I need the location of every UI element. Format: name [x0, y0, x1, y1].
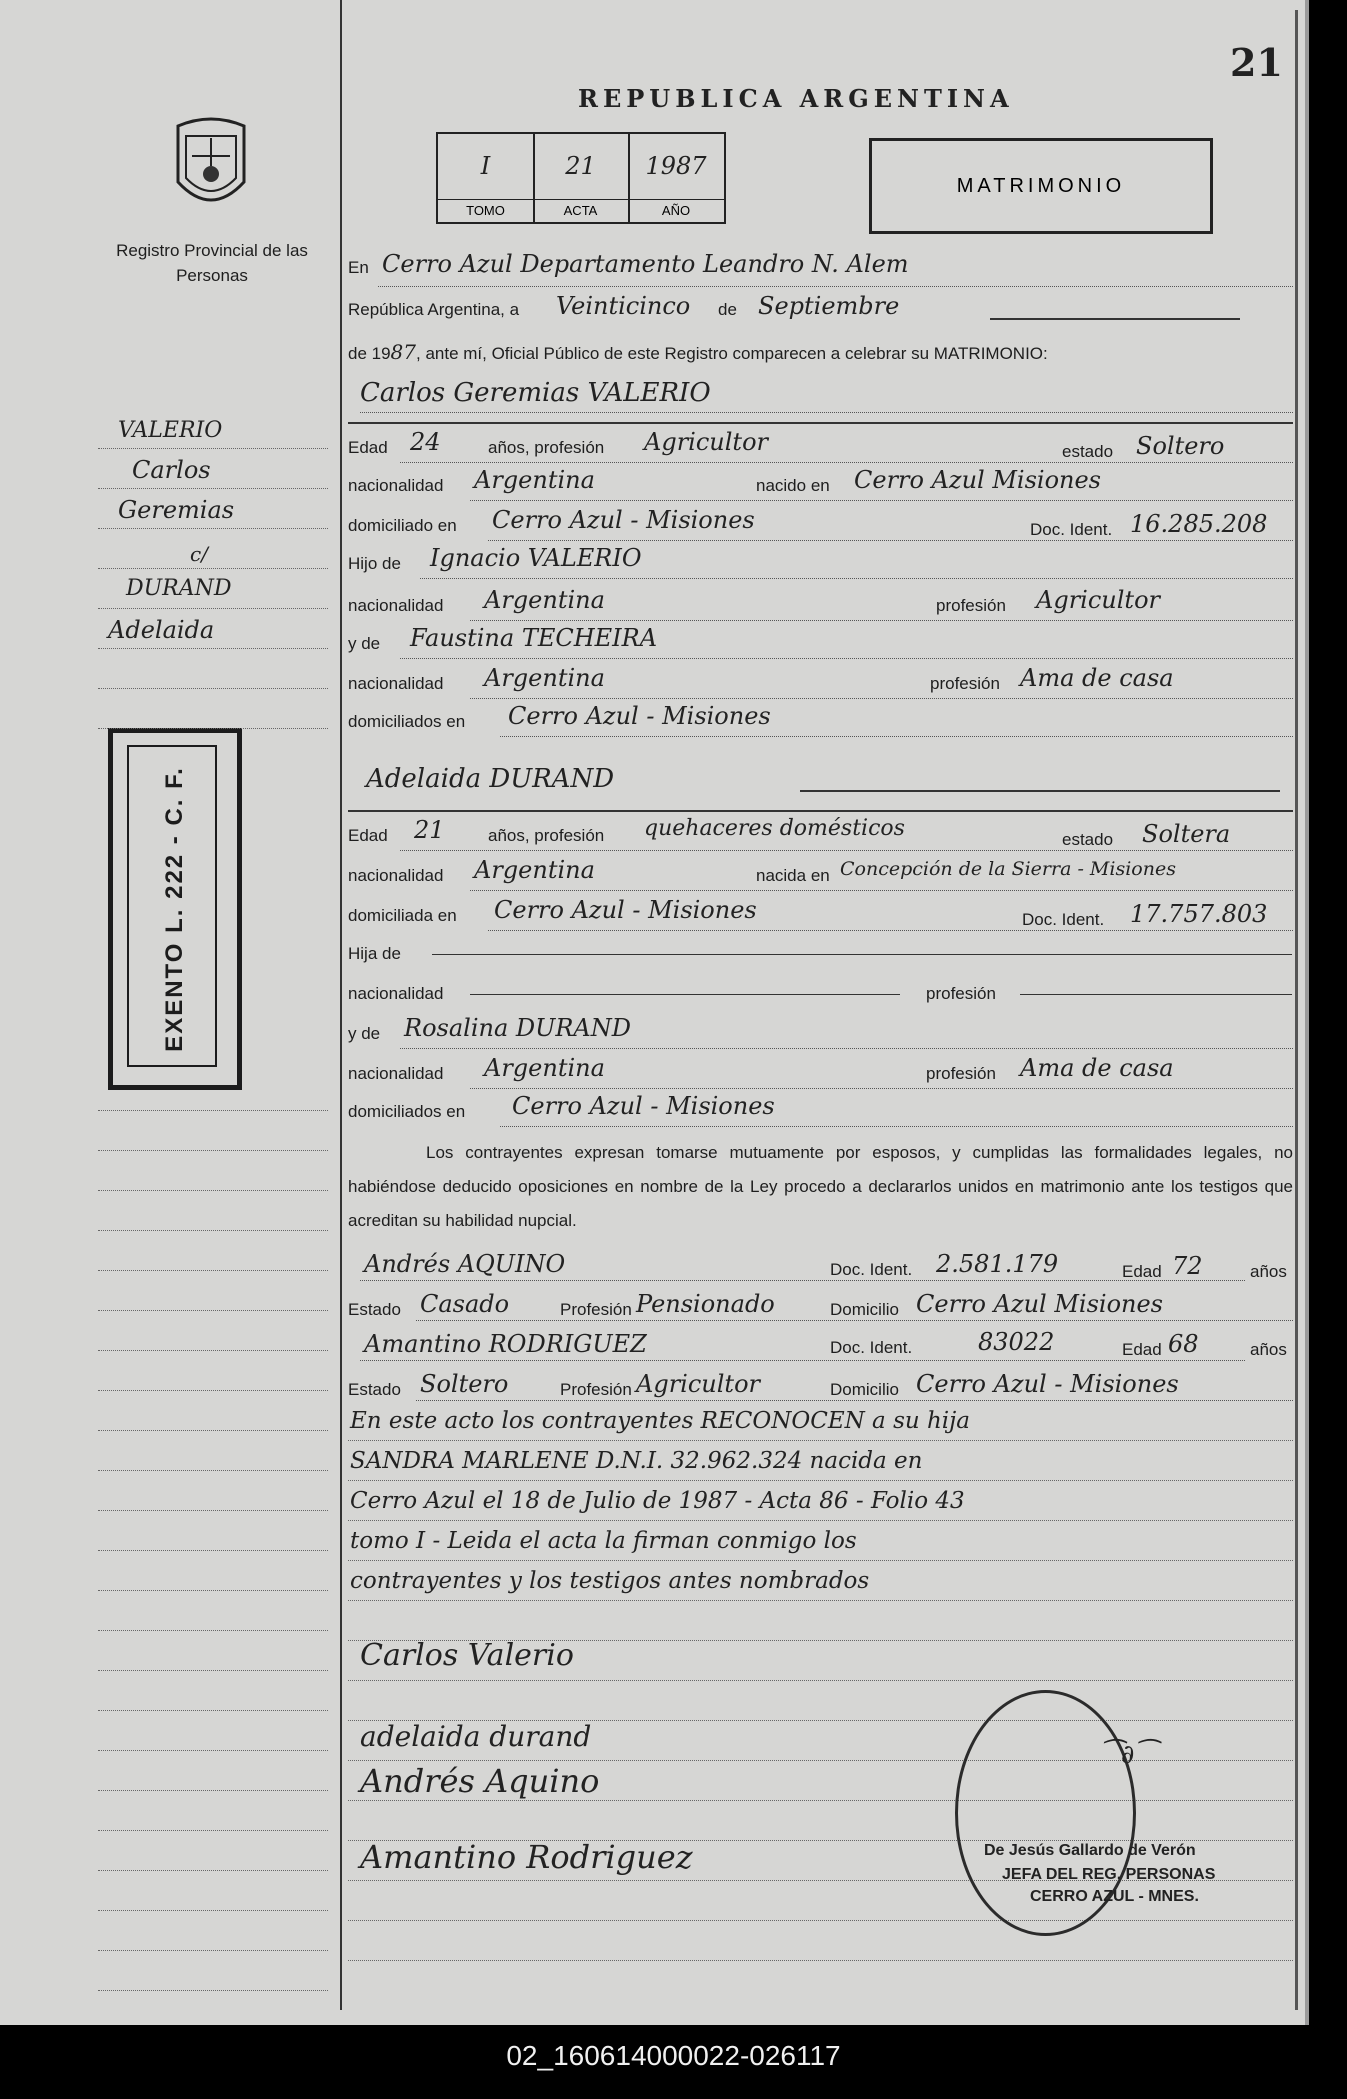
ceremony-year-line: [348, 340, 1048, 364]
mother-nationality: Argentina: [484, 664, 605, 692]
margin-rule: [340, 0, 342, 2010]
note-line-2: SANDRA MARLENE D.N.I. 32.962.324 nacida en: [350, 1448, 923, 1474]
official-place: CERRO AZUL - MNES.: [1030, 1888, 1199, 1905]
bride-parents-dom-label: domiciliados en: [348, 1102, 466, 1121]
groom-status-label: estado: [1062, 442, 1114, 461]
page-edge-rule: [1295, 10, 1298, 2010]
registry-name: Registro Provincial de las Personas: [116, 241, 308, 285]
father-profession: Agricultor: [1036, 586, 1160, 614]
father-nationality: Argentina: [484, 586, 605, 614]
record-type-label: MATRIMONIO: [956, 175, 1126, 197]
mother-nat-label: nacionalidad: [348, 674, 444, 693]
margin-given1: Carlos: [132, 456, 211, 484]
bride-mother-prof-label: profesión: [926, 1064, 996, 1083]
bride-doc-label: Doc. Ident.: [1022, 910, 1105, 929]
bride-born-label: nacida en: [756, 866, 830, 885]
witness2-domicile: Cerro Azul - Misiones: [916, 1370, 1179, 1398]
acta-cell: [533, 134, 630, 222]
note-line-1: En este acto los contrayentes RECONOCEN a su hija: [350, 1408, 971, 1434]
official-signature-scribble: ⁀∂⁀: [1100, 1740, 1156, 1770]
ano-value: 1987: [645, 152, 707, 180]
ano-caption: AÑO: [628, 199, 724, 218]
bride-dom-label: domiciliada en: [348, 906, 457, 925]
witness1-doc: 2.581.179: [936, 1250, 1059, 1278]
page-number: 21: [1230, 40, 1283, 85]
witness1-doc-label: Doc. Ident.: [830, 1260, 913, 1279]
mother-prof-label: profesión: [930, 674, 1000, 693]
bride-mother-nat-label: nacionalidad: [348, 1064, 444, 1083]
ceremony-place: Cerro Azul Departamento Leandro N. Alem: [382, 250, 909, 278]
hijo-de-label: Hijo de: [348, 554, 401, 573]
ano-cell: [628, 134, 724, 222]
official-title: JEFA DEL REG. PERSONAS: [1002, 1866, 1216, 1883]
year-suffix: 87: [390, 340, 416, 364]
witness2-age: 68: [1168, 1330, 1199, 1358]
bride-status: Soltera: [1142, 820, 1231, 848]
signature-groom: Carlos Valerio: [360, 1638, 574, 1673]
bride-age-label: Edad: [348, 826, 388, 845]
groom-profession: Agricultor: [644, 428, 768, 456]
bride-father-prof-label: profesión: [926, 984, 996, 1003]
bride-father-nat-label: nacionalidad: [348, 984, 444, 1003]
margin-bride-given: Adelaida: [108, 616, 215, 644]
bride-age: 21: [414, 816, 445, 844]
tomo-caption: TOMO: [438, 199, 533, 218]
ceremony-month: Septiembre: [758, 292, 900, 320]
bride-status-label: estado: [1062, 830, 1114, 849]
witness1-domicile: Cerro Azul Misiones: [916, 1290, 1163, 1318]
margin-surname: VALERIO: [118, 418, 223, 443]
groom-nat-label: nacionalidad: [348, 476, 444, 495]
y-de-label-1: y de: [348, 634, 381, 653]
witness2-doc: 83022: [978, 1328, 1055, 1356]
witness1-status-label: Estado: [348, 1300, 401, 1319]
signature-witness1: Andrés Aquino: [360, 1762, 600, 1800]
witness1-age: 72: [1172, 1252, 1203, 1280]
en-label: En: [348, 258, 369, 277]
bride-domicile: Cerro Azul - Misiones: [494, 896, 757, 924]
official-name: De Jesús Gallardo de Verón: [984, 1842, 1196, 1859]
bride-nat-label: nacionalidad: [348, 866, 444, 885]
acta-value: 21: [565, 152, 596, 180]
witness1-age-label: Edad: [1122, 1262, 1162, 1281]
hija-de-label: Hija de: [348, 944, 401, 963]
groom-prof-label: años, profesión: [488, 438, 605, 457]
father-nat-label: nacionalidad: [348, 596, 444, 615]
witness2-profession: Agricultor: [636, 1370, 760, 1398]
groom-age-label: Edad: [348, 438, 388, 457]
declaration-text: Los contrayentes expresan tomarse mutuamente por esposos, y cumplidas las formalidades legales, no habiéndose deducido oposiciones en nombre de la Ley procedo a declararlos unidos en matrimonio ante los testigos que acreditan su habilidad nupcial.: [348, 1143, 1293, 1230]
signature-witness2: Amantino Rodriguez: [360, 1838, 693, 1876]
groom-birthplace: Cerro Azul Misiones: [854, 466, 1101, 494]
father-prof-label: profesión: [936, 596, 1006, 615]
witness1-name: Andrés AQUINO: [364, 1250, 566, 1278]
year-prefix: de 19: [348, 344, 391, 363]
witness2-age-label: Edad: [1122, 1340, 1162, 1359]
groom-age: 24: [410, 428, 441, 456]
bride-parents-domicile: Cerro Azul - Misiones: [512, 1092, 775, 1120]
groom-mother: Faustina TECHEIRA: [410, 624, 658, 652]
groom-father: Ignacio VALERIO: [430, 544, 642, 572]
tomo-value: I: [480, 152, 491, 180]
groom-nationality: Argentina: [474, 466, 595, 494]
bride-doc: 17.757.803: [1130, 900, 1268, 928]
bride-prof-label: años, profesión: [488, 826, 605, 845]
groom-full-name: Carlos Geremias VALERIO: [360, 378, 711, 408]
bride-profession: quehaceres domésticos: [644, 816, 905, 841]
exempt-stamp: [108, 728, 242, 1090]
witness2-anos-label: años: [1250, 1340, 1287, 1359]
republic-label: República Argentina, a: [348, 300, 520, 319]
bride-mother-nationality: Argentina: [484, 1054, 605, 1082]
opening-rest: , ante mí, Oficial Público de este Registro comparecen a celebrar su MATRIMONIO:: [416, 344, 1048, 363]
margin-connector: c/: [190, 542, 208, 566]
witness2-status: Soltero: [420, 1370, 509, 1398]
witness2-dom-label: Domicilio: [830, 1380, 899, 1399]
witness1-profession: Pensionado: [636, 1290, 775, 1318]
witness2-name: Amantino RODRIGUEZ: [364, 1330, 647, 1358]
bride-nationality: Argentina: [474, 856, 595, 884]
witness2-doc-label: Doc. Ident.: [830, 1338, 913, 1357]
witness1-anos-label: años: [1250, 1262, 1287, 1281]
witness2-prof-label: Profesión: [560, 1380, 632, 1399]
bride-full-name: Adelaida DURAND: [366, 764, 615, 794]
bride-birthplace: Concepción de la Sierra - Misiones: [840, 858, 1176, 880]
bride-mother: Rosalina DURAND: [404, 1014, 632, 1042]
y-de-label-2: y de: [348, 1024, 381, 1043]
margin-bride-surname: DURAND: [126, 576, 232, 601]
witness2-status-label: Estado: [348, 1380, 401, 1399]
tomo-cell: [438, 134, 535, 222]
witness1-prof-label: Profesión: [560, 1300, 632, 1319]
bride-mother-profession: Ama de casa: [1020, 1054, 1174, 1082]
de-label: de: [718, 300, 737, 319]
groom-doc-label: Doc. Ident.: [1030, 520, 1113, 539]
groom-status: Soltero: [1136, 432, 1225, 460]
witness1-status: Casado: [420, 1290, 510, 1318]
witness1-dom-label: Domicilio: [830, 1300, 899, 1319]
record-id-box: [436, 132, 726, 224]
note-line-3: Cerro Azul el 18 de Julio de 1987 - Acta 86 - Folio 43: [350, 1488, 965, 1514]
country-title: REPUBLICA ARGENTINA: [578, 84, 1014, 113]
groom-parents-dom-label: domiciliados en: [348, 712, 466, 731]
groom-born-label: nacido en: [756, 476, 830, 495]
acta-caption: ACTA: [533, 199, 628, 218]
image-id-footer: 02_160614000022-026117: [506, 2040, 841, 2071]
ceremony-day: Veinticinco: [556, 292, 691, 320]
groom-dom-label: domiciliado en: [348, 516, 457, 535]
provincial-seal-icon: [168, 116, 254, 216]
mother-profession: Ama de casa: [1020, 664, 1174, 692]
signature-bride: adelaida durand: [360, 1720, 592, 1753]
groom-domicile: Cerro Azul - Misiones: [492, 506, 755, 534]
exempt-stamp-text: EXENTO L. 222 - C. F.: [161, 766, 188, 1052]
margin-given2: Geremias: [118, 496, 235, 524]
note-line-4: tomo I - Leida el acta la firman conmigo los: [350, 1528, 857, 1554]
groom-parents-domicile: Cerro Azul - Misiones: [508, 702, 771, 730]
record-type-box: [869, 138, 1213, 234]
note-line-5: contrayentes y los testigos antes nombrados: [350, 1568, 870, 1594]
groom-doc: 16.285.208: [1130, 510, 1268, 538]
